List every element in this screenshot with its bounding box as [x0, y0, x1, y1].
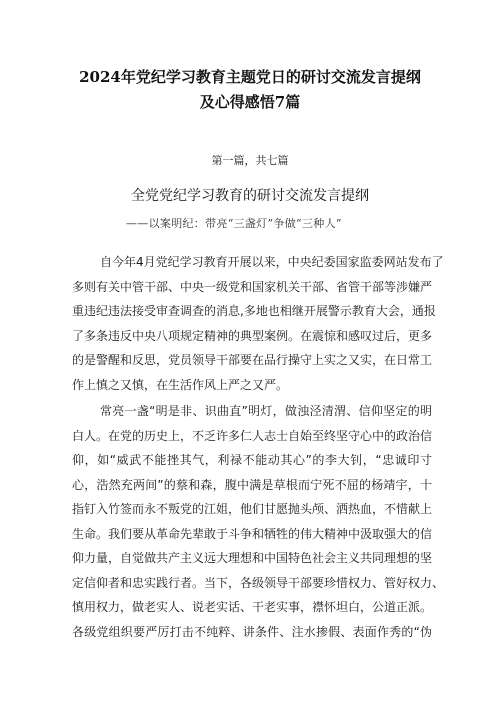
paragraph-line: 常亮一盏“明是非、识曲直”明灯，做浊泾清渭、信仰坚定的明	[100, 404, 432, 418]
document-title-line-2: 及心得感悟7篇	[199, 93, 301, 111]
paragraph-line: 指钉入竹签而永不叛党的江姐，他们甘愿抛头颅、洒热血，不惜献上	[72, 502, 433, 516]
paragraph-1	[72, 250, 444, 397]
paragraph-line: 多则有关中管干部、中央一级党和国家机关干部、省管干部等涉嫌严	[72, 279, 433, 294]
section-title: 全党党纪学习教育的研讨交流发言提纲	[131, 188, 369, 204]
paragraph-line: 慎用权力，做老实人、说老实话、干老实事，襟怀坦白，公道正派。	[72, 600, 433, 614]
paragraph-2	[72, 399, 445, 644]
paragraph-line: 的是警醒和反思，党员领导干部要在品行操守上实之又实，在日常工	[72, 353, 433, 367]
section-subtitle: ——以案明纪：带亮“三盏灯”争做“三种人”	[126, 217, 342, 230]
paragraph-line: 自今年4月党纪学习教育开展以来，中央纪委国家监委网站发布了	[100, 255, 444, 269]
paragraph-line: 重违纪违法接受审查调查的消息,多地也相继开展警示教育大会，通报	[72, 304, 436, 318]
paragraph-line: 生命。我们要从革命先辈敢于斗争和牺牲的伟大精神中汲取强大的信	[72, 526, 433, 541]
paragraph-line: 作上慎之又慎，在生活作风上严之又严。	[72, 377, 289, 392]
paragraph-line: 仰力量，自觉做共产主义远大理想和中国特色社会主义共同理想的坚	[72, 551, 433, 565]
paragraph-line: 心，浩然充两间”的蔡和森，腹中满是草根而宁死不屈的杨靖宇，十	[72, 477, 432, 492]
paragraph-line: 白人。在党的历史上，不乏许多仁人志士自始至终坚守心中的政治信	[72, 428, 433, 443]
paragraph-line: 了多条违反中央八项规定精神的典型案例。在震惊和感叹过后，更多	[72, 328, 433, 343]
document-title-line-1: 2024年党纪学习教育主题党日的研讨交流发言提纲	[79, 68, 421, 86]
paragraph-line: 仰，如“威武不能挫其气，利禄不能动其心”的李大钊，“忠诚印寸	[72, 453, 432, 467]
paragraph-line: 定信仰者和忠实践行者。当下，各级领导干部要珍惜权力、管好权力、	[72, 575, 445, 590]
part-label: 第一篇，共七篇	[211, 154, 289, 167]
paragraph-line: 各级党组织要严厉打击不纯粹、讲条件、注水掺假、表面作秀的“伪	[72, 624, 432, 639]
